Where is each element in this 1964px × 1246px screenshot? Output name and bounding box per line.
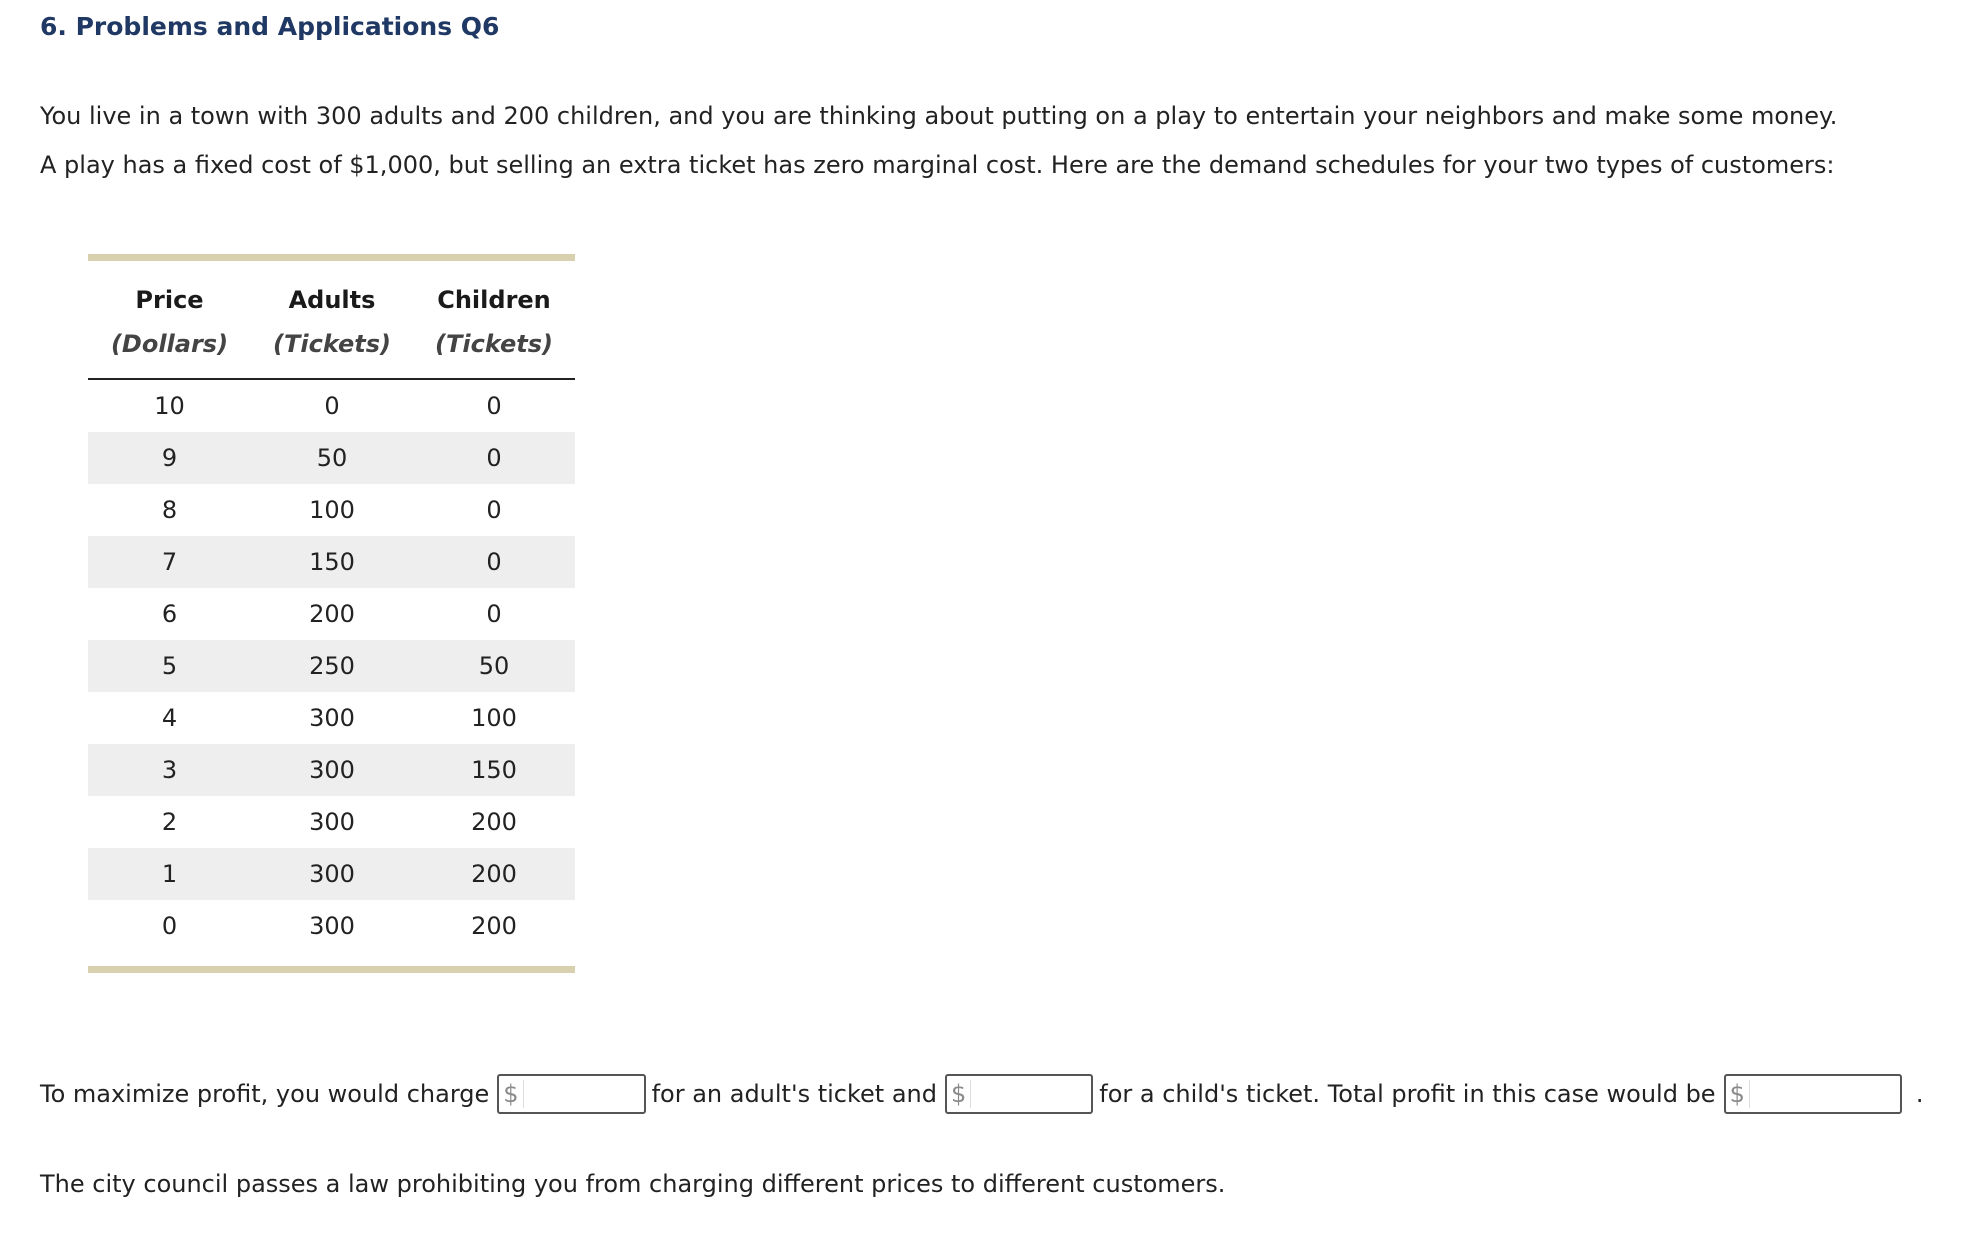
demand-schedule-table	[88, 254, 575, 973]
cell-adults: 200	[309, 600, 355, 628]
dollar-sign: $	[947, 1080, 971, 1108]
unit-price: (Dollars)	[110, 330, 229, 358]
total-profit-field[interactable]	[1724, 1074, 1902, 1114]
cell-children: 0	[486, 444, 502, 472]
cell-adults: 150	[309, 548, 355, 576]
table-row	[88, 848, 575, 900]
cell-children: 200	[471, 860, 517, 888]
cell-price: 1	[161, 860, 178, 888]
cell-price: 10	[154, 392, 185, 420]
table-row	[88, 380, 575, 432]
intro-line-1: You live in a town with 300 adults and 200 children, and you are thinking about putting on a play to entertain your neighbors and make some money.	[40, 102, 1838, 130]
table-row	[88, 900, 575, 952]
table-body	[88, 380, 575, 952]
child-price-field[interactable]	[945, 1074, 1093, 1114]
unit-adults: (Tickets)	[273, 330, 391, 358]
question-intro	[40, 92, 1940, 190]
table-row	[88, 588, 575, 640]
total-profit-input[interactable]	[1750, 1076, 1900, 1112]
cell-price: 3	[161, 756, 178, 784]
cell-children: 0	[486, 392, 502, 420]
cell-children: 0	[486, 548, 502, 576]
law-text: The city council passes a law prohibiting you from charging different prices to different customers.	[40, 1170, 1226, 1198]
cell-price: 6	[161, 600, 178, 628]
child-price-input[interactable]	[971, 1076, 1091, 1112]
table-bottom-rule	[88, 966, 575, 973]
table-units-row	[88, 330, 575, 380]
header-adults: Adults	[288, 286, 376, 314]
table-row	[88, 484, 575, 536]
cell-adults: 250	[309, 652, 355, 680]
cell-price: 9	[161, 444, 178, 472]
intro-line-2: A play has a fixed cost of $1,000, but selling an extra ticket has zero marginal cost. Here are the demand schedules for your two types of customers:	[40, 151, 1835, 179]
table-row	[88, 536, 575, 588]
cell-adults: 300	[309, 756, 355, 784]
cell-children: 100	[471, 704, 517, 732]
cell-price: 2	[161, 808, 178, 836]
cell-children: 200	[471, 912, 517, 940]
unit-children: (Tickets)	[435, 330, 553, 358]
cell-children: 0	[486, 496, 502, 524]
table-top-rule	[88, 254, 575, 261]
cell-adults: 300	[309, 860, 355, 888]
table-row	[88, 432, 575, 484]
table-row	[88, 692, 575, 744]
cell-children: 150	[471, 756, 517, 784]
cell-adults: 300	[309, 808, 355, 836]
dollar-sign: $	[499, 1080, 523, 1108]
cell-adults: 300	[309, 912, 355, 940]
cell-children: 0	[486, 600, 502, 628]
cell-adults: 300	[309, 704, 355, 732]
cell-price: 5	[161, 652, 178, 680]
cell-adults: 50	[316, 444, 348, 472]
cell-price: 4	[161, 704, 178, 732]
adult-price-input[interactable]	[524, 1076, 644, 1112]
dollar-sign: $	[1726, 1080, 1750, 1108]
question-text-3: for a child's ticket. Total profit in this case would be	[1099, 1080, 1716, 1108]
cell-children: 200	[471, 808, 517, 836]
cell-adults: 100	[309, 496, 355, 524]
table-row	[88, 640, 575, 692]
question-text-2: for an adult's ticket and	[651, 1080, 937, 1108]
question-title: 6. Problems and Applications Q6	[40, 12, 500, 41]
adult-price-field[interactable]	[497, 1074, 645, 1114]
cell-price: 8	[161, 496, 178, 524]
sentence-period: .	[1915, 1080, 1924, 1108]
question-text-1: To maximize profit, you would charge	[40, 1080, 490, 1108]
cell-price: 0	[161, 912, 178, 940]
table-row	[88, 744, 575, 796]
cell-price: 7	[161, 548, 178, 576]
header-price: Price	[135, 286, 204, 314]
cell-adults: 0	[324, 392, 340, 420]
profit-question	[40, 1072, 1924, 1116]
table-row	[88, 796, 575, 848]
cell-children: 50	[478, 652, 510, 680]
table-header-row	[88, 261, 575, 330]
header-children: Children	[437, 286, 551, 314]
